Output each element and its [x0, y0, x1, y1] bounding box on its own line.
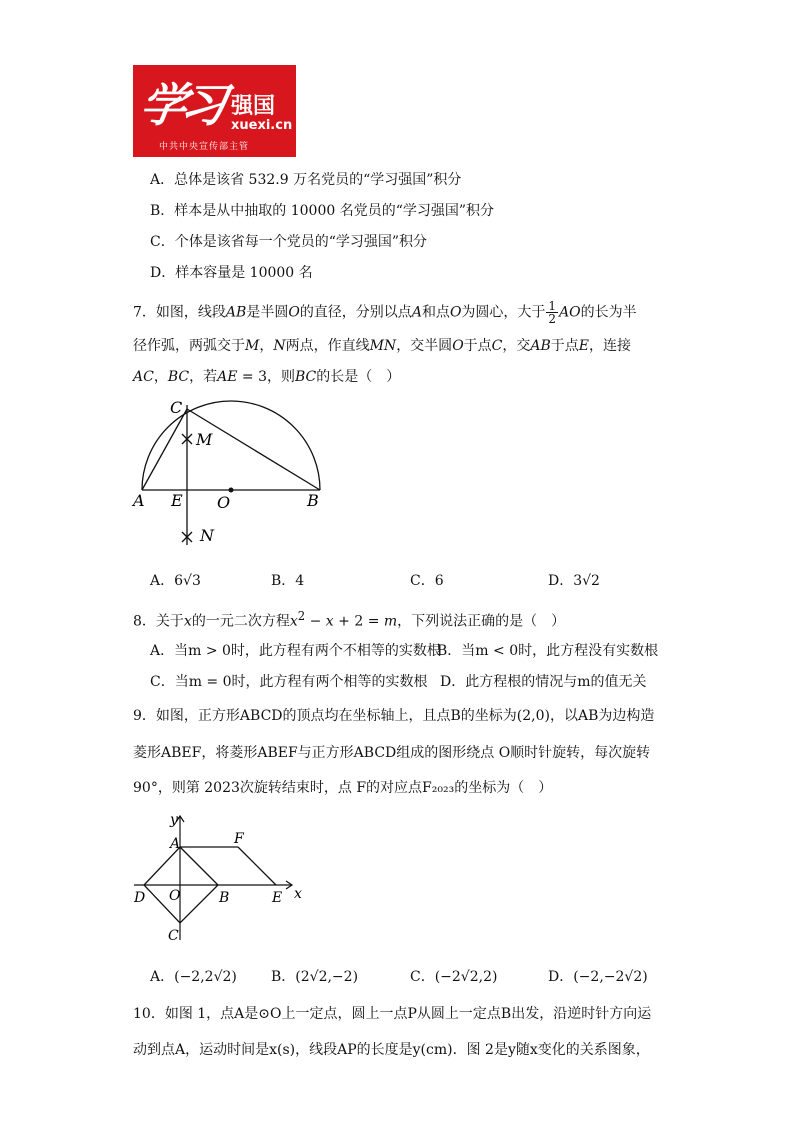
q10-stem-line1: 10．如图 1，点A是⊙O上一定点，圆上一点P从圆上一定点B出发，沿逆时针方向运: [133, 1006, 652, 1022]
label-E: E: [171, 491, 183, 510]
q7-option-d: D．3√2: [548, 573, 600, 589]
q8-option-a: A．当m > 0时，此方程有两个不相等的实数根: [150, 643, 441, 659]
q8-option-c: C．当m = 0时，此方程有两个相等的实数根: [150, 674, 428, 690]
label-C: C: [168, 928, 179, 944]
q6-option-a: A．总体是该省 532.9 万名党员的“学习强国”积分: [150, 172, 462, 188]
q9-option-a: A．(−2,2√2): [150, 969, 237, 985]
q7-stem-line2: 径作弧，两弧交于M，N两点，作直线MN，交半圆O于点C，交AB于点E，连接: [133, 338, 632, 354]
q9-option-d: D．(−2,−2√2): [548, 969, 648, 985]
q9-option-c: C．(−2√2,2): [410, 969, 498, 985]
label-x-axis: x: [294, 886, 302, 902]
q9-stem-line3: 90°，则第 2023次旋转结束时，点 F的对应点F₂₀₂₃的坐标为（ ）: [133, 780, 553, 796]
q7-option-c: C．6: [410, 573, 444, 589]
logo-qiangguo-text: 强国: [231, 94, 276, 119]
logo-url-text: xuexi.cn: [231, 118, 293, 133]
label-B: B: [307, 491, 319, 510]
label-A: A: [133, 491, 145, 510]
q7-semicircle-figure: [130, 395, 330, 555]
q6-option-b: B．样本是从中抽取的 10000 名党员的“学习强国”积分: [150, 203, 495, 219]
label-E: E: [272, 890, 283, 906]
logo-subtitle: 中共中央宣传部主管: [159, 142, 250, 152]
q8-option-d: D．此方程根的情况与m的值无关: [440, 674, 647, 690]
logo-main-text: 学习: [136, 78, 225, 132]
label-y-axis: y: [170, 812, 178, 828]
q7-stem-line1: 7．如图，线段AB是半圆O的直径，分别以点A和点O为圆心，大于 $\frac{1}{2}$ AO的长为半: [133, 299, 637, 326]
q6-option-c: C．个体是该省每一个党员的“学习强国”积分: [150, 234, 428, 250]
q8-option-b: B．当m < 0时，此方程没有实数根: [437, 643, 659, 659]
q7-option-b: B．4: [271, 573, 305, 589]
half-fraction: $\frac{1}{2}$: [548, 299, 557, 326]
label-B: B: [219, 890, 230, 906]
xuexi-qiangguo-logo: [133, 65, 296, 157]
label-M: M: [196, 430, 213, 449]
q9-stem-line2: 菱形ABEF，将菱形ABEF与正方形ABCD组成的图形绕点 O顺时针旋转，每次旋转: [133, 745, 651, 761]
label-O: O: [169, 888, 181, 904]
q10-stem-line2: 动到点A，运动时间是x(s)，线段AP的长度是y(cm)．图 2是y随x变化的关系图象，: [133, 1042, 650, 1058]
q9-coordinate-figure: [130, 810, 310, 950]
q7-option-a: A．6√3: [150, 573, 201, 589]
q6-option-d: D．样本容量是 10000 名: [150, 265, 313, 281]
label-A: A: [170, 836, 181, 852]
label-N: N: [200, 526, 214, 545]
q8-stem: 8．关于x的一元二次方程$x^2 - x + 2 = m$，下列说法正确的是（ ）: [133, 609, 566, 630]
label-F: F: [234, 831, 244, 847]
label-O: O: [217, 493, 231, 512]
label-C: C: [170, 398, 183, 417]
q9-stem-line1: 9．如图，正方形ABCD的顶点均在坐标轴上，且点B的坐标为(2,0)，以AB为边构造: [133, 708, 655, 724]
q9-option-b: B．(2√2,−2): [271, 969, 359, 985]
q7-stem-line3: AC，BC，若AE = 3，则BC的长是（ ）: [133, 369, 401, 385]
label-D: D: [134, 890, 146, 906]
